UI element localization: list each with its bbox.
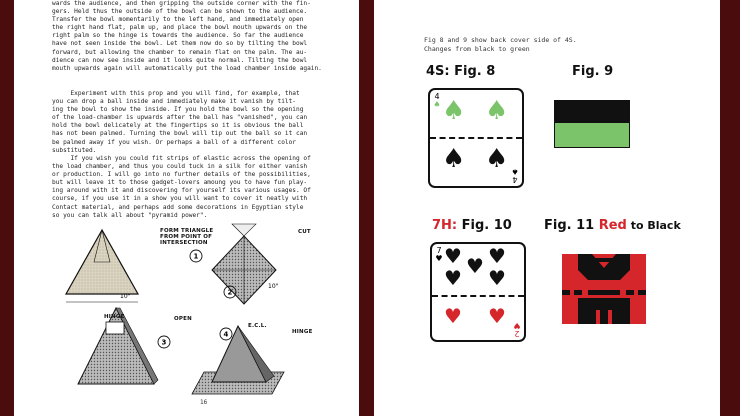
paragraph-2: Experiment with this prop and you will find, for example, that you can drop a ball inside and immediately make it vanish by tilt- ing the bowl to show the inside. If you hold the bowl so the opening of the load-chamber is upwards after the ball has "vanished", you can hold the bowl delicately at the fingertips so it is obvious the ball has not been palmed. Turning the bowl will tip out the ball so it can be palmed away if you wish. Or perhaps a ball of a different color substituted. xyxy=(52,90,308,154)
initials-label: E.C.L. xyxy=(248,323,267,329)
fig11-label-red: Red xyxy=(598,218,627,233)
black-heart-icon: ♥ xyxy=(488,244,506,268)
note-line-2: Changes from black to green xyxy=(424,45,530,53)
card-7h-index-top xyxy=(435,247,443,263)
fig11-caption xyxy=(544,218,681,233)
fig8-caption xyxy=(426,64,495,79)
step-3: 3 xyxy=(161,338,167,347)
paragraph-3: If you wish you could fit strips of elastic across the opening of the load chamber, and thus you could tuck in a silk for either vanish or production. I will go into no further details of the possibilities, but will leave it to those gadget-lovers amoung you to have fun play- ing around with it and discovering for yourself its various usages. Of course, if you use it in a show you will want to cover it neatly with Contact material, and perhaps add some decorations in Egyptian style so you can talk all about "pyramid power". xyxy=(52,155,311,219)
heart-icon: ♥ xyxy=(513,321,521,330)
green-spade-icon: ♠ xyxy=(485,96,509,126)
hinge-label-b: HINGE xyxy=(292,329,313,335)
pyramid-base-view xyxy=(192,326,284,394)
fig10-code: 7H: xyxy=(432,218,458,233)
fig9-green-band xyxy=(555,123,629,147)
card-4s-rank: 4 xyxy=(434,92,440,101)
fig10-caption xyxy=(432,218,512,233)
spade-icon: ♠ xyxy=(433,100,441,109)
pyramid-top-view xyxy=(212,224,276,304)
card-7-hearts xyxy=(430,242,526,342)
right-page xyxy=(374,0,720,416)
heart-icon: ♥ xyxy=(435,254,443,263)
step-4: 4 xyxy=(223,330,229,339)
dim-b: 10" xyxy=(268,283,279,290)
fig8-label: Fig. 8 xyxy=(449,64,496,79)
card-fold-line xyxy=(432,295,524,297)
fig8-code: 4S: xyxy=(426,64,450,79)
step-2: 2 xyxy=(227,288,233,297)
red-heart-icon: ♥ xyxy=(488,304,506,328)
left-page xyxy=(14,0,359,416)
spade-icon: ♠ xyxy=(511,167,519,176)
black-heart-icon: ♥ xyxy=(466,254,484,278)
note-text xyxy=(424,36,577,54)
fig9-caption: Fig. 9 xyxy=(572,64,614,79)
red-heart-icon: ♥ xyxy=(444,304,462,328)
cut-label: CUT xyxy=(298,229,311,235)
fig11-label-b: to Black xyxy=(626,219,681,232)
fig9-black-band xyxy=(555,101,629,123)
fig11-label-a: Fig. 11 xyxy=(544,218,599,233)
card-7h-rank-bottom: 2 xyxy=(514,329,520,338)
black-spade-icon: ♠ xyxy=(485,144,509,174)
card-4s-index-top xyxy=(433,93,441,109)
card-fold-line xyxy=(430,137,522,139)
paragraph-1: wards the audience, and then gripping the outside corner with the fin- gers. Held thus the outside of the bowl can be shown to the audience. Transfer the bowl momentarily to the left hand, and immediately open the right hand flat, palm up, and place the bowl mouth upwards on the right palm so the hinge is towards the audience. So far the audience have not seen inside the bowl. Let them now do so by tilting the bowl forward, but allowing the chamber to remain flat on the palm. The au- dience can now see inside and it looks quite normal. Tilting the bowl mouth upwards again will automatically put the load chamber inside again. xyxy=(52,0,322,72)
black-heart-icon: ♥ xyxy=(488,266,506,290)
card-7h-rank: 7 xyxy=(436,246,442,255)
black-heart-icon: ♥ xyxy=(444,244,462,268)
card-7h-index-bottom xyxy=(513,321,521,337)
step-1: 1 xyxy=(193,252,199,261)
black-heart-icon: ♥ xyxy=(444,266,462,290)
green-spade-icon: ♠ xyxy=(442,96,466,126)
fig9-swatch xyxy=(554,100,630,148)
hinge-label-a: HINGE xyxy=(104,314,125,320)
note-line-1: Fig 8 and 9 show back cover side of 4S. xyxy=(424,36,577,44)
form-triangle-label: FORM TRIANGLE FROM POINT OF INTERSECTION xyxy=(160,228,214,246)
fig11-pattern xyxy=(562,254,646,324)
fig10-label: Fig. 10 xyxy=(457,218,512,233)
black-spade-icon: ♠ xyxy=(442,144,466,174)
pyramid-illustration xyxy=(54,222,324,402)
card-4-spades xyxy=(428,88,524,188)
card-4s-index-bottom xyxy=(511,167,519,183)
dim-a: 10" xyxy=(120,293,131,300)
open-label: OPEN xyxy=(174,316,192,322)
card-4s-rank-bottom: 4 xyxy=(512,175,518,184)
page-number: 16 xyxy=(200,399,208,406)
